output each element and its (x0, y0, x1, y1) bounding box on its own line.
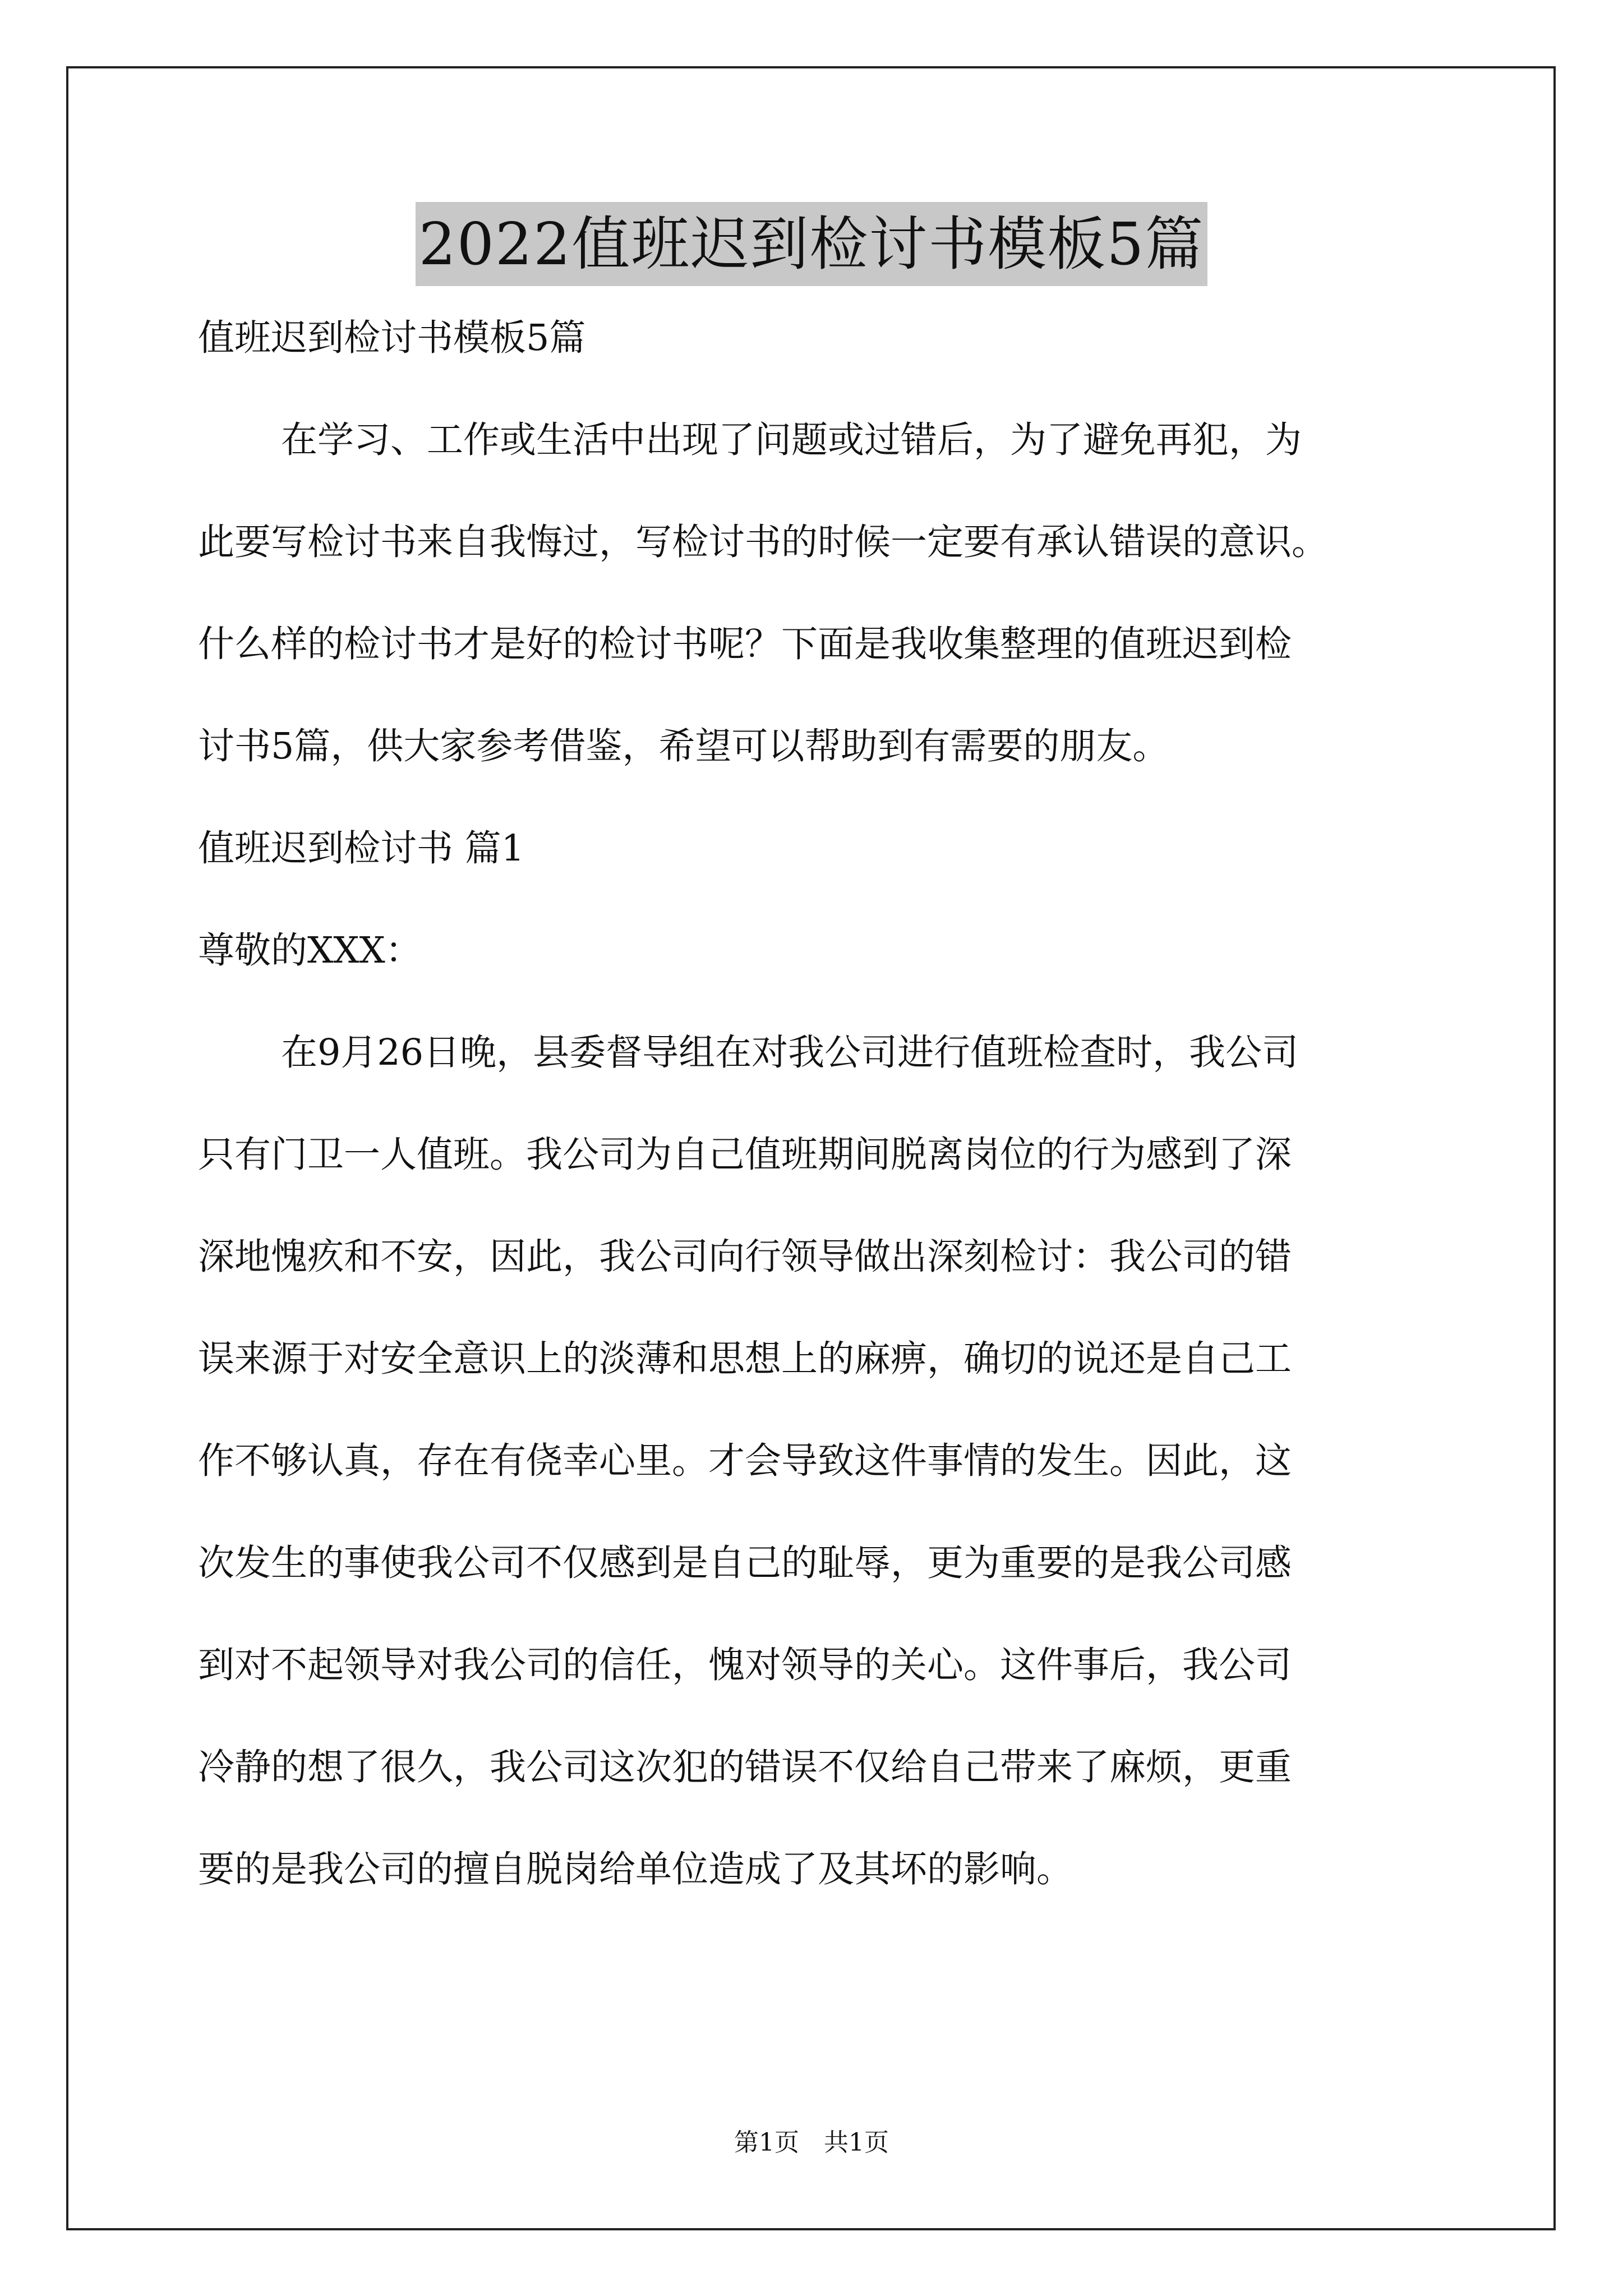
document-title: 2022值班迟到检讨书模板5篇 (416, 202, 1208, 286)
text-line: 值班迟到检讨书模板5篇 (198, 317, 586, 359)
document-body (198, 307, 1432, 1941)
title-container (0, 202, 1623, 286)
text-line: 什么样的检讨书才是好的检讨书呢？下面是我收集整理的值班迟到检 (198, 623, 1292, 665)
page-footer: 第1页 共1页 (734, 2128, 889, 2157)
text-line: 冷静的想了很久，我公司这次犯的错误不仅给自己带来了麻烦，更重 (198, 1746, 1292, 1788)
text-line: 此要写检讨书来自我悔过，写检讨书的时候一定要有承认错误的意识。 (198, 521, 1329, 563)
text-line: 次发生的事使我公司不仅感到是自己的耻辱，更为重要的是我公司感 (198, 1542, 1292, 1584)
text-line: 深地愧疚和不安，因此，我公司向行领导做出深刻检讨：我公司的错 (198, 1236, 1292, 1278)
text-line: 在学习、工作或生活中出现了问题或过错后，为了避免再犯，为 (281, 419, 1302, 461)
text-line: 只有门卫一人值班。我公司为自己值班期间脱离岗位的行为感到了深 (198, 1134, 1292, 1176)
text-line: 到对不起领导对我公司的信任，愧对领导的关心。这件事后，我公司 (198, 1644, 1292, 1686)
text-line: 值班迟到检讨书 篇1 (198, 827, 525, 869)
text-line: 作不够认真，存在有侥幸心里。才会导致这件事情的发生。因此，这 (198, 1440, 1292, 1482)
text-line: 误来源于对安全意识上的淡薄和思想上的麻痹，确切的说还是自己工 (198, 1338, 1292, 1380)
text-line: 讨书5篇，供大家参考借鉴，希望可以帮助到有需要的朋友。 (198, 725, 1169, 767)
text-line: 要的是我公司的擅自脱岗给单位造成了及其坏的影响。 (198, 1848, 1073, 1890)
text-line: 在9月26日晚，县委督导组在对我公司进行值班检查时，我公司 (281, 1032, 1299, 1074)
text-line: 尊敬的XXX： (198, 930, 422, 972)
